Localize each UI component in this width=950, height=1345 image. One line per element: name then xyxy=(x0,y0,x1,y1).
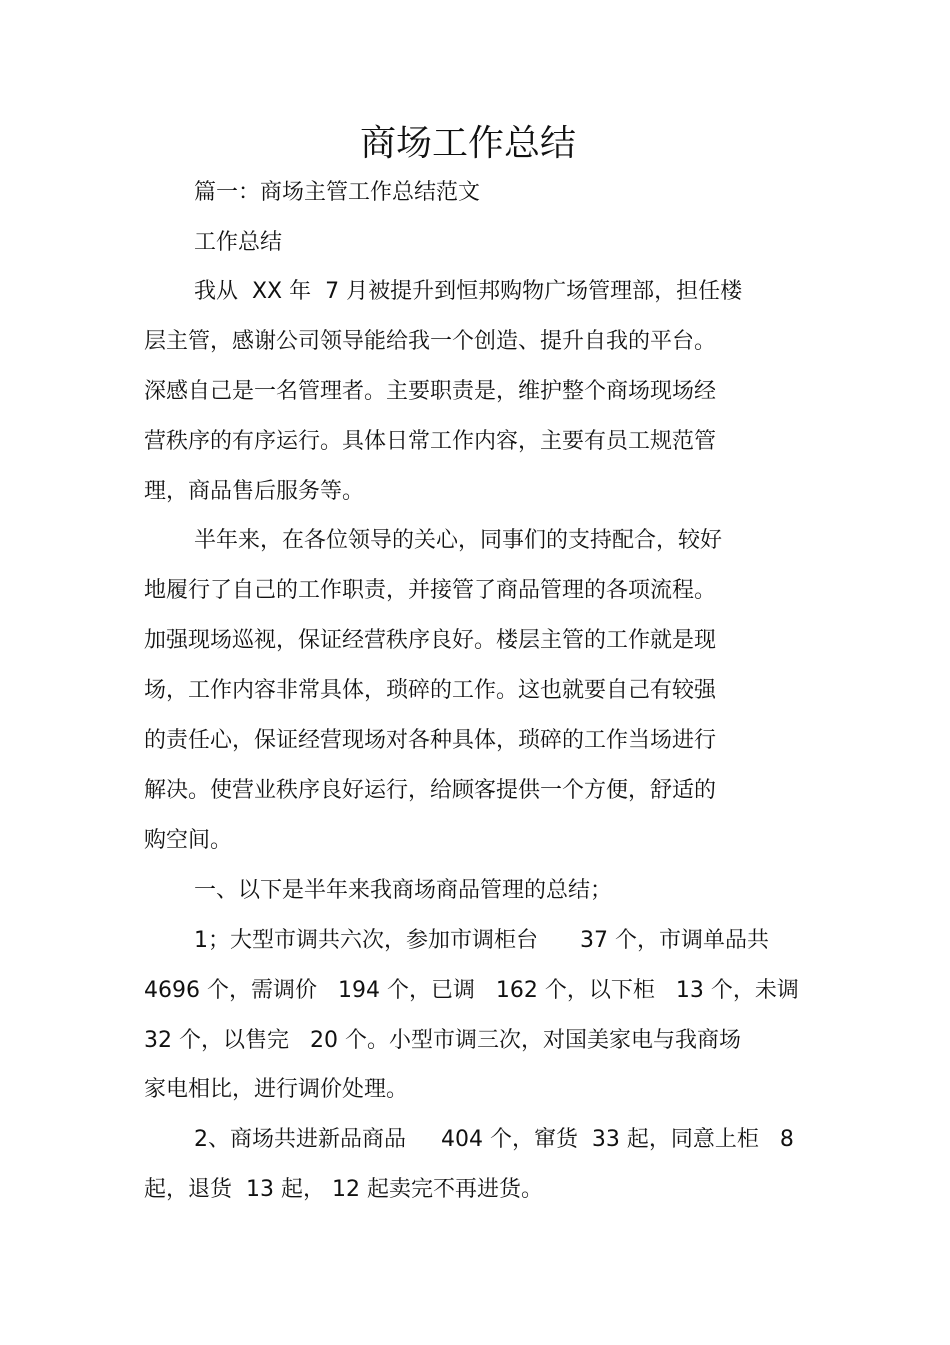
paragraph-2-line: 解决。使营业秩序良好运行，给顾客提供一个方便，舒适的 xyxy=(144,778,717,803)
list-item-2-line: 2、商场共进新品商品 404 个，窜货 33 起，同意上柜 8 xyxy=(194,1127,794,1152)
paragraph-1-line: 深感自己是一名管理者。主要职责是，维护整个商场现场经 xyxy=(144,379,717,404)
paragraph-1-line: 理，商品售后服务等。 xyxy=(144,479,365,504)
section-heading: 工作总结 xyxy=(194,230,283,255)
list-intro: 一、以下是半年来我商场商品管理的总结； xyxy=(194,878,613,903)
paragraph-2-line: 场，工作内容非常具体，琐碎的工作。这也就要自己有较强 xyxy=(144,678,717,703)
list-item-1-line: 1；大型市调共六次，参加市调柜台 37 个，市调单品共 xyxy=(194,928,769,953)
paragraph-2-line: 的责任心，保证经营现场对各种具体，琐碎的工作当场进行 xyxy=(144,728,717,753)
paragraph-2-line: 购空间。 xyxy=(144,828,233,853)
document-title: 商场工作总结 xyxy=(359,123,576,164)
paragraph-1-line: 层主管，感谢公司领导能给我一个创造、提升自我的平台。 xyxy=(144,329,717,354)
list-item-1-line: 家电相比，进行调价处理。 xyxy=(144,1077,409,1102)
list-item-1-line: 4696 个，需调价 194 个，已调 162 个，以下柜 13 个，未调 xyxy=(144,978,799,1003)
list-item-1-line: 32 个，以售完 20 个。小型市调三次，对国美家电与我商场 xyxy=(144,1028,741,1053)
paragraph-2-line: 半年来，在各位领导的关心，同事们的支持配合，较好 xyxy=(194,528,723,553)
paragraph-1-line: 营秩序的有序运行。具体日常工作内容，主要有员工规范管 xyxy=(144,429,717,454)
list-item-2-line: 起，退货 13 起， 12 起卖完不再进货。 xyxy=(144,1177,543,1202)
paragraph-2-line: 地履行了自己的工作职责，并接管了商品管理的各项流程。 xyxy=(144,578,717,603)
document-subtitle: 篇一：商场主管工作总结范文 xyxy=(194,180,481,205)
paragraph-2-line: 加强现场巡视，保证经营秩序良好。楼层主管的工作就是现 xyxy=(144,628,717,653)
paragraph-1-line: 我从 XX 年 7 月被提升到恒邦购物广场管理部，担任楼 xyxy=(194,279,743,304)
